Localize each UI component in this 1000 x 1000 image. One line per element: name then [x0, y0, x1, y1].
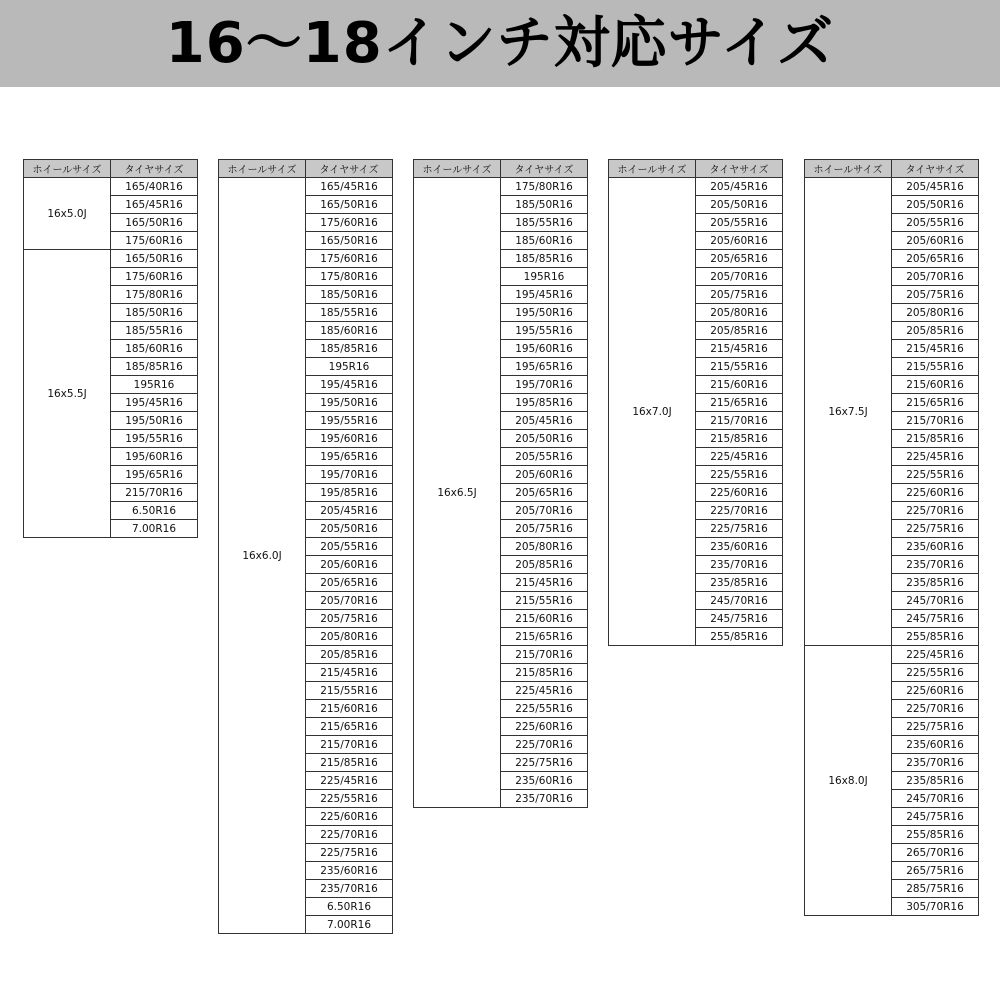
- tire-size-cell: 205/75R16: [892, 286, 979, 304]
- tire-size-cell: 225/60R16: [306, 808, 393, 826]
- table-row: [24, 250, 198, 268]
- size-table-3: [413, 159, 588, 808]
- tire-size-cell: 195/60R16: [306, 430, 393, 448]
- tire-size-cell: 205/60R16: [501, 466, 588, 484]
- tire-size-cell: 225/55R16: [696, 466, 783, 484]
- tire-size-cell: 225/55R16: [306, 790, 393, 808]
- tire-size-cell: 225/60R16: [501, 718, 588, 736]
- tire-size-header: タイヤサイズ: [111, 160, 198, 178]
- tire-size-cell: 7.00R16: [111, 520, 198, 538]
- tire-size-cell: 215/55R16: [306, 682, 393, 700]
- tire-size-cell: 205/80R16: [501, 538, 588, 556]
- tire-size-cell: 195/45R16: [501, 286, 588, 304]
- tire-size-cell: 205/80R16: [306, 628, 393, 646]
- tire-size-cell: 165/50R16: [111, 214, 198, 232]
- tire-size-cell: 215/55R16: [501, 592, 588, 610]
- wheel-size-cell: 16x5.5J: [24, 250, 111, 538]
- tire-size-cell: 235/70R16: [306, 880, 393, 898]
- tire-size-cell: 205/65R16: [501, 484, 588, 502]
- tire-size-cell: 215/60R16: [696, 376, 783, 394]
- tire-size-cell: 195/50R16: [501, 304, 588, 322]
- size-table-4: [608, 159, 783, 646]
- tire-size-cell: 215/65R16: [501, 628, 588, 646]
- tire-size-cell: 175/60R16: [111, 268, 198, 286]
- tire-size-cell: 305/70R16: [892, 898, 979, 916]
- tire-size-cell: 165/50R16: [306, 196, 393, 214]
- table-row: [805, 646, 979, 664]
- header-row: [24, 160, 198, 178]
- tire-size-cell: 185/60R16: [306, 322, 393, 340]
- tire-size-cell: 225/75R16: [306, 844, 393, 862]
- tire-size-cell: 195/45R16: [306, 376, 393, 394]
- tire-size-cell: 225/45R16: [501, 682, 588, 700]
- tire-size-cell: 205/60R16: [892, 232, 979, 250]
- tire-size-cell: 185/85R16: [306, 340, 393, 358]
- wheel-size-cell: 16x7.5J: [805, 178, 892, 646]
- tire-size-cell: 195R16: [111, 376, 198, 394]
- tire-size-cell: 225/75R16: [892, 520, 979, 538]
- tire-size-cell: 195R16: [306, 358, 393, 376]
- tire-size-cell: 215/65R16: [696, 394, 783, 412]
- tire-size-cell: 205/60R16: [306, 556, 393, 574]
- tire-size-cell: 185/50R16: [111, 304, 198, 322]
- table-row: [805, 178, 979, 196]
- tire-size-cell: 6.50R16: [111, 502, 198, 520]
- tire-size-cell: 205/50R16: [306, 520, 393, 538]
- tire-size-cell: 225/75R16: [892, 718, 979, 736]
- tire-size-cell: 215/85R16: [306, 754, 393, 772]
- tire-size-cell: 205/70R16: [306, 592, 393, 610]
- tire-size-cell: 165/50R16: [306, 232, 393, 250]
- tire-size-cell: 225/60R16: [892, 484, 979, 502]
- tire-size-cell: 215/70R16: [111, 484, 198, 502]
- tire-size-cell: 205/75R16: [306, 610, 393, 628]
- table-row: [24, 178, 198, 196]
- tire-size-cell: 215/85R16: [501, 664, 588, 682]
- tire-size-cell: 205/45R16: [892, 178, 979, 196]
- tire-size-cell: 235/60R16: [892, 538, 979, 556]
- wheel-size-cell: 16x6.5J: [414, 178, 501, 808]
- tire-size-cell: 225/55R16: [892, 664, 979, 682]
- tire-size-cell: 195/85R16: [501, 394, 588, 412]
- tire-size-cell: 175/60R16: [306, 214, 393, 232]
- tire-size-cell: 195/55R16: [111, 430, 198, 448]
- tire-size-cell: 235/70R16: [696, 556, 783, 574]
- tire-size-cell: 235/60R16: [696, 538, 783, 556]
- tire-size-cell: 235/70R16: [892, 556, 979, 574]
- tire-size-cell: 165/40R16: [111, 178, 198, 196]
- tire-size-cell: 215/60R16: [501, 610, 588, 628]
- wheel-size-cell: 16x6.0J: [219, 178, 306, 934]
- tire-size-cell: 235/85R16: [696, 574, 783, 592]
- tire-size-cell: 235/85R16: [892, 574, 979, 592]
- title-banner: [0, 0, 1000, 87]
- tire-size-cell: 235/60R16: [306, 862, 393, 880]
- tire-size-cell: 255/85R16: [696, 628, 783, 646]
- tire-size-cell: 215/65R16: [892, 394, 979, 412]
- tire-size-cell: 225/70R16: [306, 826, 393, 844]
- tire-size-cell: 185/50R16: [501, 196, 588, 214]
- wheel-size-header: ホイールサイズ: [414, 160, 501, 178]
- tire-size-cell: 205/45R16: [306, 502, 393, 520]
- tire-size-cell: 265/70R16: [892, 844, 979, 862]
- tire-size-cell: 175/80R16: [501, 178, 588, 196]
- tire-size-cell: 225/45R16: [892, 646, 979, 664]
- tire-size-cell: 195/60R16: [501, 340, 588, 358]
- tire-size-cell: 225/45R16: [696, 448, 783, 466]
- table-row: [609, 178, 783, 196]
- tire-size-cell: 7.00R16: [306, 916, 393, 934]
- tire-size-cell: 225/75R16: [501, 754, 588, 772]
- wheel-size-cell: 16x7.0J: [609, 178, 696, 646]
- tire-size-cell: 195R16: [501, 268, 588, 286]
- tire-size-cell: 175/80R16: [111, 286, 198, 304]
- tire-size-cell: 185/85R16: [111, 358, 198, 376]
- tire-size-cell: 215/45R16: [501, 574, 588, 592]
- wheel-size-cell: 16x8.0J: [805, 646, 892, 916]
- tire-size-cell: 195/65R16: [111, 466, 198, 484]
- tire-size-cell: 195/50R16: [306, 394, 393, 412]
- tire-size-cell: 185/85R16: [501, 250, 588, 268]
- tire-size-cell: 225/70R16: [892, 700, 979, 718]
- size-table-5: [804, 159, 979, 916]
- tire-size-cell: 205/75R16: [501, 520, 588, 538]
- tire-size-cell: 195/55R16: [306, 412, 393, 430]
- tire-size-cell: 215/70R16: [696, 412, 783, 430]
- tire-size-cell: 195/45R16: [111, 394, 198, 412]
- tire-size-header: タイヤサイズ: [306, 160, 393, 178]
- tire-size-cell: 215/55R16: [696, 358, 783, 376]
- tire-size-cell: 245/70R16: [892, 592, 979, 610]
- tire-size-cell: 185/60R16: [111, 340, 198, 358]
- wheel-size-header: ホイールサイズ: [219, 160, 306, 178]
- tire-size-cell: 205/85R16: [306, 646, 393, 664]
- header-row: [219, 160, 393, 178]
- tire-size-cell: 195/60R16: [111, 448, 198, 466]
- tire-size-cell: 245/70R16: [696, 592, 783, 610]
- size-table-1: [23, 159, 198, 538]
- tire-size-cell: 205/50R16: [501, 430, 588, 448]
- tire-size-cell: 205/85R16: [696, 322, 783, 340]
- tire-size-cell: 235/85R16: [892, 772, 979, 790]
- table-row: [414, 178, 588, 196]
- tire-size-cell: 225/60R16: [696, 484, 783, 502]
- tire-size-cell: 205/80R16: [892, 304, 979, 322]
- wheel-size-cell: 16x5.0J: [24, 178, 111, 250]
- tire-size-cell: 205/80R16: [696, 304, 783, 322]
- tire-size-cell: 215/45R16: [892, 340, 979, 358]
- tire-size-cell: 245/75R16: [892, 808, 979, 826]
- tire-size-cell: 195/85R16: [306, 484, 393, 502]
- tire-size-cell: 235/70R16: [501, 790, 588, 808]
- tire-size-cell: 205/45R16: [696, 178, 783, 196]
- tire-size-cell: 225/75R16: [696, 520, 783, 538]
- tire-size-cell: 205/85R16: [501, 556, 588, 574]
- wheel-size-header: ホイールサイズ: [609, 160, 696, 178]
- tire-size-cell: 195/70R16: [501, 376, 588, 394]
- tire-size-cell: 235/70R16: [892, 754, 979, 772]
- tire-size-cell: 205/65R16: [306, 574, 393, 592]
- tire-size-cell: 215/70R16: [306, 736, 393, 754]
- tire-size-cell: 205/55R16: [696, 214, 783, 232]
- tire-size-cell: 165/50R16: [111, 250, 198, 268]
- tire-size-cell: 215/60R16: [306, 700, 393, 718]
- tire-size-cell: 255/85R16: [892, 628, 979, 646]
- tire-size-cell: 205/45R16: [501, 412, 588, 430]
- tire-size-cell: 205/65R16: [892, 250, 979, 268]
- tire-size-cell: 225/60R16: [892, 682, 979, 700]
- tire-size-cell: 225/55R16: [501, 700, 588, 718]
- header-row: [805, 160, 979, 178]
- tire-size-cell: 215/60R16: [892, 376, 979, 394]
- tire-size-cell: 205/70R16: [696, 268, 783, 286]
- tire-size-cell: 215/70R16: [892, 412, 979, 430]
- tire-size-cell: 205/55R16: [501, 448, 588, 466]
- tire-size-cell: 205/60R16: [696, 232, 783, 250]
- tire-size-cell: 185/50R16: [306, 286, 393, 304]
- size-table-2: [218, 159, 393, 934]
- tire-size-cell: 245/70R16: [892, 790, 979, 808]
- tire-size-cell: 185/60R16: [501, 232, 588, 250]
- tire-size-cell: 185/55R16: [111, 322, 198, 340]
- tire-size-cell: 285/75R16: [892, 880, 979, 898]
- wheel-size-header: ホイールサイズ: [24, 160, 111, 178]
- wheel-size-header: ホイールサイズ: [805, 160, 892, 178]
- header-row: [609, 160, 783, 178]
- tire-size-cell: 255/85R16: [892, 826, 979, 844]
- header-row: [414, 160, 588, 178]
- tire-size-cell: 215/45R16: [306, 664, 393, 682]
- tire-size-cell: 215/45R16: [696, 340, 783, 358]
- tire-size-header: タイヤサイズ: [696, 160, 783, 178]
- tire-size-cell: 205/70R16: [501, 502, 588, 520]
- tire-size-cell: 245/75R16: [696, 610, 783, 628]
- page-title: 16〜18インチ対応サイズ: [165, 10, 835, 76]
- tire-size-cell: 175/60R16: [111, 232, 198, 250]
- tire-size-cell: 205/50R16: [892, 196, 979, 214]
- tire-size-cell: 175/60R16: [306, 250, 393, 268]
- tire-size-cell: 215/65R16: [306, 718, 393, 736]
- tire-size-cell: 235/60R16: [501, 772, 588, 790]
- tire-size-cell: 225/45R16: [892, 448, 979, 466]
- tire-size-cell: 225/70R16: [892, 502, 979, 520]
- tire-size-cell: 245/75R16: [892, 610, 979, 628]
- tire-size-cell: 225/70R16: [501, 736, 588, 754]
- tire-size-cell: 195/65R16: [306, 448, 393, 466]
- tire-size-cell: 195/70R16: [306, 466, 393, 484]
- tire-size-cell: 205/55R16: [306, 538, 393, 556]
- tire-size-cell: 225/70R16: [696, 502, 783, 520]
- tire-size-cell: 185/55R16: [306, 304, 393, 322]
- tire-size-cell: 225/45R16: [306, 772, 393, 790]
- tire-size-cell: 195/55R16: [501, 322, 588, 340]
- tire-size-header: タイヤサイズ: [501, 160, 588, 178]
- tire-size-cell: 175/80R16: [306, 268, 393, 286]
- tire-size-cell: 165/45R16: [306, 178, 393, 196]
- tire-size-cell: 215/85R16: [696, 430, 783, 448]
- tire-size-cell: 205/55R16: [892, 214, 979, 232]
- tire-size-cell: 215/85R16: [892, 430, 979, 448]
- tire-size-cell: 185/55R16: [501, 214, 588, 232]
- table-row: [219, 178, 393, 196]
- tire-size-header: タイヤサイズ: [892, 160, 979, 178]
- tire-size-cell: 205/75R16: [696, 286, 783, 304]
- tire-size-cell: 6.50R16: [306, 898, 393, 916]
- tire-size-cell: 235/60R16: [892, 736, 979, 754]
- tire-size-cell: 215/70R16: [501, 646, 588, 664]
- tire-size-cell: 205/85R16: [892, 322, 979, 340]
- tire-size-cell: 195/65R16: [501, 358, 588, 376]
- tire-size-cell: 205/65R16: [696, 250, 783, 268]
- tire-size-cell: 205/50R16: [696, 196, 783, 214]
- tire-size-cell: 195/50R16: [111, 412, 198, 430]
- tire-size-cell: 225/55R16: [892, 466, 979, 484]
- tire-size-cell: 165/45R16: [111, 196, 198, 214]
- tire-size-cell: 205/70R16: [892, 268, 979, 286]
- tire-size-cell: 215/55R16: [892, 358, 979, 376]
- tire-size-cell: 265/75R16: [892, 862, 979, 880]
